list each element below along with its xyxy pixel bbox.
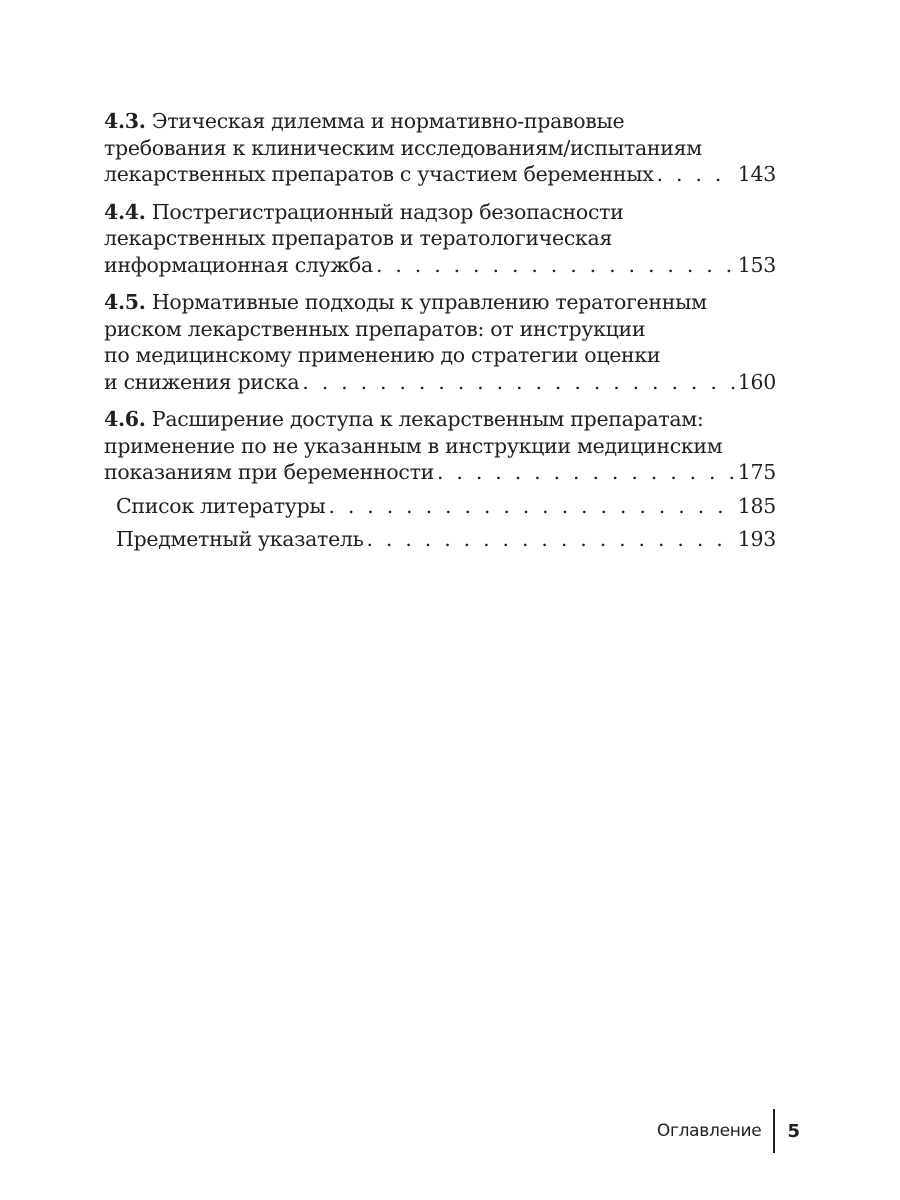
- section-title-line: Пострегистрационный надзор безопасности: [151, 199, 624, 224]
- toc-entry-first-line: [104, 406, 776, 433]
- toc-entry-last-line: [104, 161, 776, 188]
- page-number: 175: [737, 460, 776, 484]
- toc-entry-last-line: [116, 493, 776, 520]
- entry-label: Предметный указатель: [116, 527, 364, 551]
- toc-entry-last-line: [104, 252, 776, 279]
- dot-leader: [376, 252, 735, 279]
- section-title-line: информационная служба: [104, 252, 373, 277]
- page-number: 153: [737, 252, 776, 277]
- section-title-line: лекарственных препаратов и тератологическая: [104, 226, 613, 250]
- toc-entry-subject-index[interactable]: [104, 526, 776, 553]
- toc-entry-4-4[interactable]: [104, 199, 776, 279]
- page-number: 160: [737, 369, 776, 394]
- running-section-label: Оглавление: [656, 1121, 762, 1141]
- dot-leader: [437, 459, 735, 486]
- dot-leader: [367, 526, 735, 553]
- entry-label: Список литературы: [116, 493, 326, 518]
- toc-entry-first-line: [104, 108, 776, 135]
- section-title-line: применение по не указанным в инструкции медицинским: [104, 433, 723, 458]
- section-title-line: лекарственных препаратов с участием беременных: [104, 162, 654, 186]
- toc-entry-last-line: [104, 369, 776, 396]
- section-title-line: Расширение доступа к лекарственным препаратам:: [151, 407, 704, 431]
- section-title-line: показаниям при беременности: [104, 460, 434, 484]
- page-number: 193: [737, 527, 776, 551]
- page-number: 185: [737, 493, 776, 518]
- folio-page-number: 5: [787, 1120, 800, 1142]
- table-of-contents: [104, 108, 776, 560]
- toc-entry-4-5[interactable]: [104, 289, 776, 395]
- dot-leader: [302, 369, 735, 396]
- section-title-line: и снижения риска: [104, 369, 300, 394]
- toc-entry-first-line: [104, 289, 776, 316]
- section-title-line: требования к клиническим исследованиям/испытаниям: [104, 135, 702, 160]
- dot-leader: [657, 161, 735, 188]
- page-footer: [657, 1109, 800, 1153]
- toc-entry-references[interactable]: [104, 493, 776, 520]
- toc-entry-4-3[interactable]: [104, 108, 776, 188]
- section-number: 4.4.: [104, 199, 146, 224]
- footer-divider: [773, 1109, 775, 1153]
- section-number: 4.3.: [104, 109, 146, 133]
- toc-entry-last-line: [116, 526, 776, 553]
- page-number: 143: [737, 162, 776, 186]
- dot-leader: [328, 493, 734, 520]
- section-title-line: Этическая дилемма и нормативно-правовые: [151, 109, 625, 133]
- section-title-line: риском лекарственных препаратов: от инструкции: [104, 316, 646, 341]
- section-number: 4.5.: [104, 290, 146, 314]
- section-number: 4.6.: [104, 407, 146, 431]
- section-title-line: по медицинскому применению до стратегии оценки: [104, 343, 661, 367]
- toc-entry-last-line: [104, 459, 776, 486]
- toc-entry-first-line: [104, 199, 776, 226]
- toc-entry-4-6[interactable]: [104, 406, 776, 486]
- section-title-line: Нормативные подходы к управлению тератогенным: [151, 290, 707, 314]
